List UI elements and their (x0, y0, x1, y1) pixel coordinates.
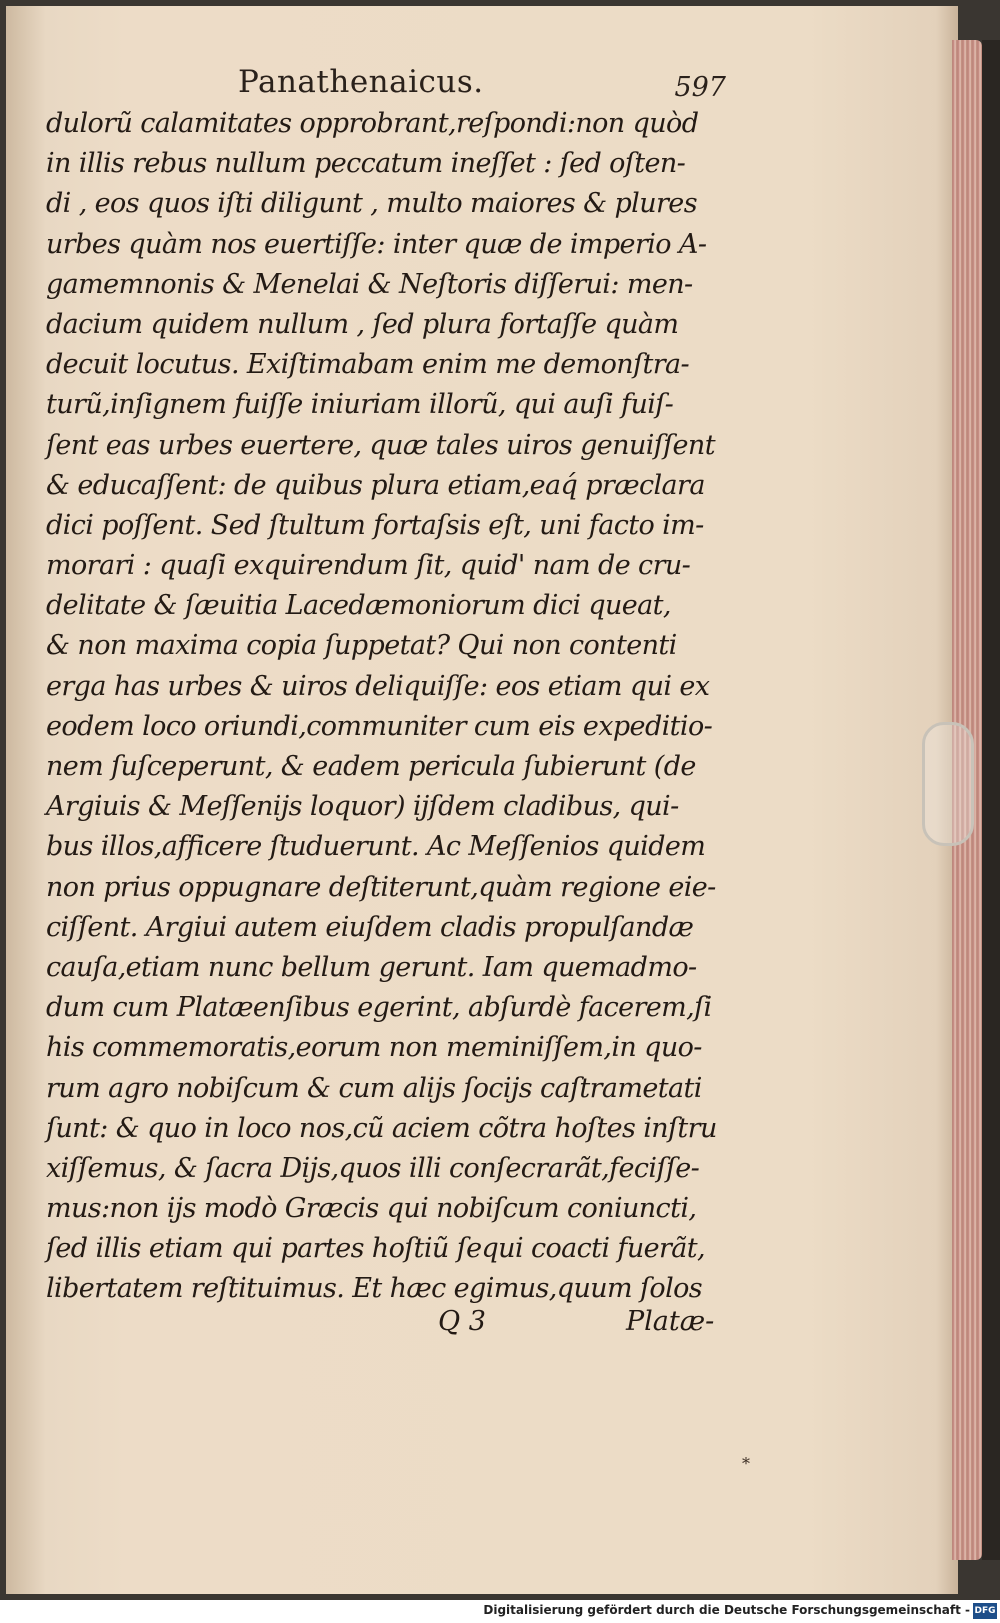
text-line: di , eos quos iſti diligunt , multo maiores & plures (46, 188, 697, 220)
funding-notice: Digitalisierung gefördert durch die Deutsche Forschungsgemeinschaft - (483, 1603, 970, 1617)
body-text (46, 104, 746, 1310)
text-line: dum cum Platæenſibus egerint, abſurdè facerem,ſi (46, 992, 712, 1024)
footer-banner (0, 1600, 1000, 1623)
text-line: delitate & ſæuitia Lacedæmoniorum dici queat, (46, 590, 671, 622)
text-line: decuit locutus. Exiſtimabam enim me demonſtra‑ (46, 349, 690, 381)
text-line: libertatem reſtituimus. Et hæc egimus,quum ſolos (46, 1273, 703, 1305)
text-line: ſent eas urbes euertere, quæ tales uiros genuiſſent (46, 429, 715, 461)
text-line: dulorũ calamitates opprobrant,reſpondi:non quòd (46, 108, 699, 139)
text-line: erga has urbes & uiros deliquiſſe: eos etiam qui ex (46, 670, 710, 702)
text-line: ſed illis etiam qui partes hoſtiũ ſequi coacti fuerãt, (46, 1233, 706, 1265)
text-line: cauſa,etiam nunc bellum gerunt. Iam quemadmo‑ (46, 951, 697, 983)
text-line: & educaſſent: de quibus plura etiam,eaq́ præclara (46, 469, 705, 501)
text-line: nem ſuſceperunt, & eadem pericula ſubierunt (de (46, 751, 696, 782)
text-line: rum agro nobiſcum & cum alijs ſocijs caſtrametati (46, 1072, 702, 1104)
dfg-logo: DFG (973, 1603, 997, 1619)
page-clip (922, 722, 974, 846)
text-line: morari : quaſi exquirendum ſit, quid' nam de cru‑ (46, 550, 691, 582)
text-line: eodem loco oriundi,communiter cum eis expeditio‑ (46, 710, 713, 742)
running-head: Panathenaicus. (238, 64, 484, 100)
catchword: Platæ‑ (626, 1306, 715, 1337)
text-line: bus illos,afficere ſtuduerunt. Ac Meſſenios quidem (46, 831, 706, 863)
text-line: urbes quàm nos euertiſſe: inter quæ de imperio A‑ (46, 228, 707, 260)
text-line: gamemnonis & Menelai & Neſtoris diſſerui: men‑ (46, 268, 693, 300)
scan-margin (982, 40, 1000, 1560)
text-line: Argiuis & Meſſenijs loquor) ijſdem cladibus, qui‑ (46, 791, 679, 823)
text-line: & non maxima copia ſuppetat? Qui non contenti (46, 630, 677, 662)
ink-mark: * (742, 1454, 750, 1473)
page-number: 597 (674, 72, 726, 103)
text-line: ſunt: & quo in loco nos,cũ aciem cõtra hoſtes inſtru (46, 1112, 717, 1144)
text-line: in illis rebus nullum peccatum ineſſet : ſed oſten‑ (46, 148, 686, 180)
text-line: xiſſemus, & ſacra Dijs,quos illi conſecrarãt,feciſſe‑ (46, 1152, 700, 1184)
text-line: mus:non ijs modò Græcis qui nobiſcum coniuncti, (46, 1193, 697, 1225)
text-line: dici poſſent. Sed ſtultum fortaſsis eſt, uni facto im‑ (46, 509, 704, 541)
text-line: ciſſent. Argiui autem eiuſdem cladis propulſandæ (46, 911, 694, 943)
page-header (126, 64, 726, 104)
signature-mark: Q 3 (438, 1306, 486, 1337)
book-page (6, 6, 958, 1594)
text-line: turũ,inſignem fuiſſe iniuriam illorũ, qui auſi fuiſ‑ (46, 389, 674, 421)
text-line: his commemoratis,eorum non meminiſſem,in quo‑ (46, 1032, 702, 1064)
text-line: non prius oppugnare deſtiterunt,quàm regione eie‑ (46, 871, 716, 903)
page-footer (438, 1306, 738, 1346)
text-line: dacium quidem nullum , ſed plura fortaſſe quàm (46, 308, 679, 340)
